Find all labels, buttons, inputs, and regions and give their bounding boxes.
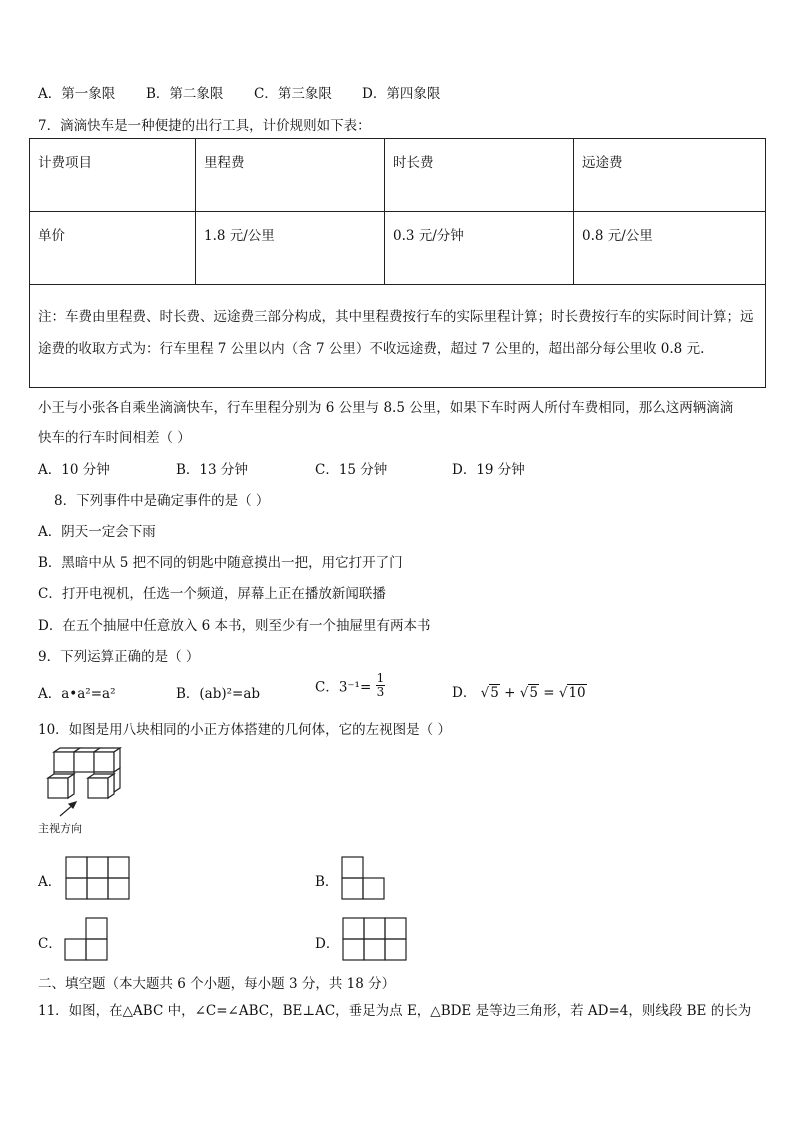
q9-option-a: A．a•a²=a² xyxy=(38,686,116,702)
q9-option-d-prefix: D． xyxy=(452,685,477,701)
q10-option-c-label: C． xyxy=(38,936,62,952)
sqrt-sign: √ xyxy=(558,685,568,701)
sqrt-radicand: 10 xyxy=(568,685,586,701)
fee-table-header-row xyxy=(30,139,766,212)
fee-note: 注：车费由里程费、时长费、远途费三部分构成，其中里程费按行车的实际里程计算；时长费按行车的实际时间计算；远途费的收取方式为：行车里程 7 公里以内（含 7 公里）不收远途费，超过 7 公里的，超出部分每公里收 0.8 元. xyxy=(30,285,766,388)
fraction-denominator: 3 xyxy=(376,685,385,699)
fraction xyxy=(376,672,386,699)
fee-header-cell: 计费项目 xyxy=(30,139,196,212)
q6-option-b: B．第二象限 xyxy=(146,86,224,102)
fee-price-cell: 0.3 元/分钟 xyxy=(385,212,574,285)
fee-table-price-row xyxy=(30,212,766,285)
q7-option-d: D．19 分钟 xyxy=(452,462,525,478)
fee-header-cell: 里程费 xyxy=(196,139,385,212)
q7-option-c: C．15 分钟 xyxy=(315,462,388,478)
q7-question-line2: 快车的行车时间相差（ ） xyxy=(38,430,191,446)
fee-price-cell: 0.8 元/公里 xyxy=(574,212,766,285)
sqrt-radicand: 5 xyxy=(529,685,538,701)
q9-option-b: B．(ab)²=ab xyxy=(176,686,261,702)
q9-option-c xyxy=(315,672,385,699)
q7-stem: 7．滴滴快车是一种便捷的出行工具，计价规则如下表： xyxy=(38,118,371,134)
option-d-view-figure xyxy=(342,917,410,961)
q10-option-a-label: A． xyxy=(38,874,62,890)
q8-option-a: A．阴天一定会下雨 xyxy=(38,524,156,540)
fee-price-cell: 单价 xyxy=(30,212,196,285)
q9-option-d xyxy=(452,681,587,701)
sqrt-sign: √ xyxy=(480,685,490,701)
q9-option-c-prefix: C．3⁻¹= xyxy=(315,679,372,696)
q10-option-b-label: B． xyxy=(315,874,339,890)
q11-stem: 11．如图，在△ABC 中，∠C=∠ABC，BE⊥AC，垂足为点 E，△BDE 是等边三角形，若 AD=4，则线段 BE 的长为 xyxy=(38,1003,752,1019)
fee-table-note-row xyxy=(30,285,766,388)
sqrt-radicand: 5 xyxy=(490,685,499,701)
sqrt-sign: √ xyxy=(519,685,529,701)
cube-solid-figure xyxy=(40,748,136,818)
q8-option-c: C．打开电视机，任选一个频道，屏幕上正在播放新闻联播 xyxy=(38,586,386,602)
option-a-view-figure xyxy=(65,856,131,900)
q6-option-d: D．第四象限 xyxy=(362,86,441,102)
q7-option-a: A．10 分钟 xyxy=(38,462,110,478)
fraction-numerator: 1 xyxy=(376,671,385,685)
q8-option-d: D．在五个抽屉中任意放入 6 本书，则至少有一个抽屉里有两本书 xyxy=(38,618,431,634)
q6-option-c: C．第三象限 xyxy=(254,86,332,102)
plus-sign: + xyxy=(504,685,516,701)
fee-header-cell: 时长费 xyxy=(385,139,574,212)
q10-stem: 10．如图是用八块相同的小正方体搭建的几何体，它的左视图是（ ） xyxy=(38,722,451,738)
section-2-title: 二、填空题（本大题共 6 个小题，每小题 3 分，共 18 分） xyxy=(38,976,396,992)
fee-header-cell: 远途费 xyxy=(574,139,766,212)
q8-option-b: B．黑暗中从 5 把不同的钥匙中随意摸出一把，用它打开了门 xyxy=(38,555,403,571)
q7-question-line1: 小王与小张各自乘坐滴滴快车，行车里程分别为 6 公里与 8.5 公里，如果下车时两人所付车费相同，那么这两辆滴滴 xyxy=(38,400,734,416)
fee-price-cell: 1.8 元/公里 xyxy=(196,212,385,285)
equals-sign: = xyxy=(543,685,555,701)
fee-table xyxy=(29,138,766,388)
q6-option-a: A．第一象限 xyxy=(38,86,116,102)
q9-stem: 9．下列运算正确的是（ ） xyxy=(38,649,200,665)
option-c-view-figure xyxy=(64,917,110,961)
q10-option-d-label: D． xyxy=(315,936,340,952)
front-view-direction-label: 主视方向 xyxy=(38,822,82,835)
q8-stem: 8．下列事件中是确定事件的是（ ） xyxy=(54,493,270,509)
option-b-view-figure xyxy=(341,856,387,900)
q7-option-b: B．13 分钟 xyxy=(176,462,248,478)
